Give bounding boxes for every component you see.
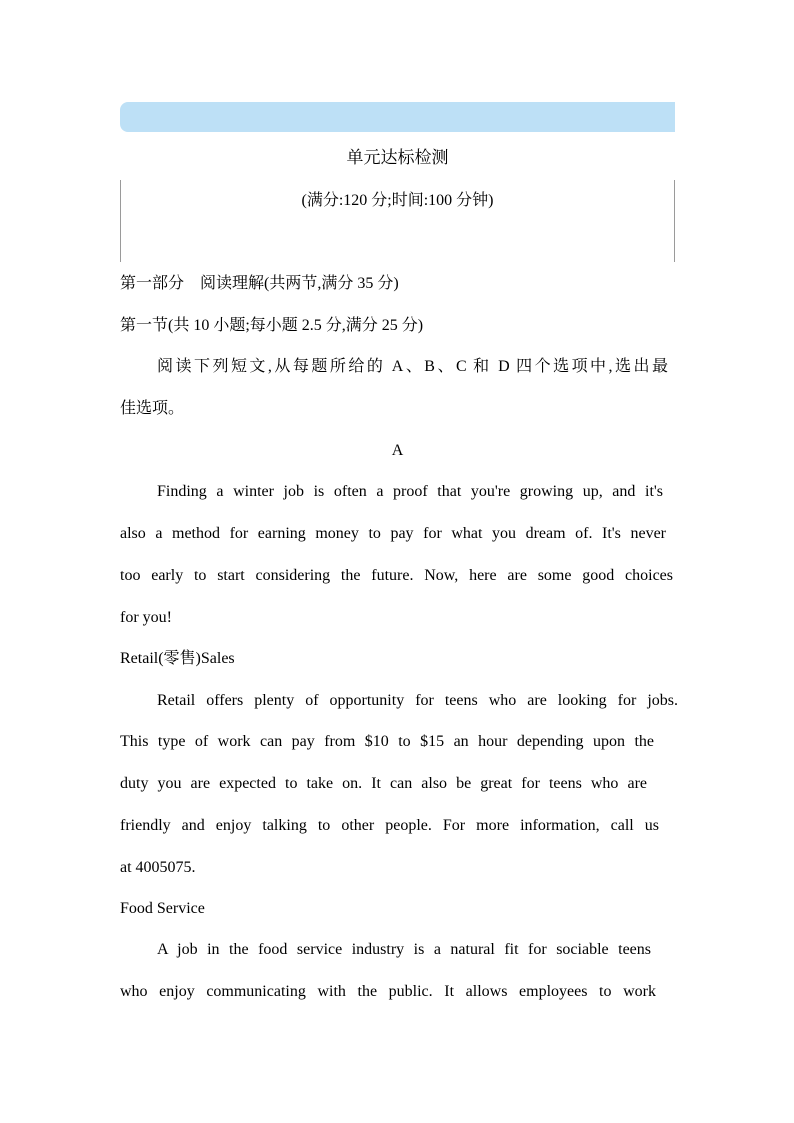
food-line-2: who enjoy communicating with the public. It allows employees to work [120,983,656,1000]
passage-label: A [391,442,404,459]
instructions-line-1: 阅读下列短文,从每题所给的 A、B、C 和 D 四个选项中,选出最 [157,358,668,375]
section-heading: 第一节(共 10 小题;每小题 2.5 分,满分 25 分) [120,317,424,334]
retail-line-4: friendly and enjoy talking to other people. For more information, call us [120,817,659,834]
instructions-line-2: 佳选项。 [120,400,185,417]
part-heading: 第一部分 阅读理解(共两节,满分 35 分) [120,275,399,292]
intro-line-4: for you! [120,609,172,626]
page-title: 单元达标检测 [346,148,449,167]
retail-line-1: Retail offers plenty of opportunity for teens who are looking for jobs. [157,692,678,709]
retail-heading: Retail(零售)Sales [120,650,235,667]
intro-line-2: also a method for earning money to pay for what you dream of. It's never [120,525,666,542]
retail-line-2: This type of work can pay from $10 to $15 an hour depending upon the [120,733,654,750]
header-banner [120,102,675,132]
food-line-1: A job in the food service industry is a natural fit for sociable teens [157,941,651,958]
score-time-info: (满分:120 分;时间:100 分钟) [301,192,494,209]
retail-line-5: at 4005075. [120,859,196,876]
intro-line-1: Finding a winter job is often a proof that you're growing up, and it's [157,483,663,500]
retail-line-3: duty you are expected to take on. It can also be great for teens who are [120,775,647,792]
intro-line-3: too early to start considering the future. Now, here are some good choices [120,567,673,584]
food-heading: Food Service [120,900,205,917]
